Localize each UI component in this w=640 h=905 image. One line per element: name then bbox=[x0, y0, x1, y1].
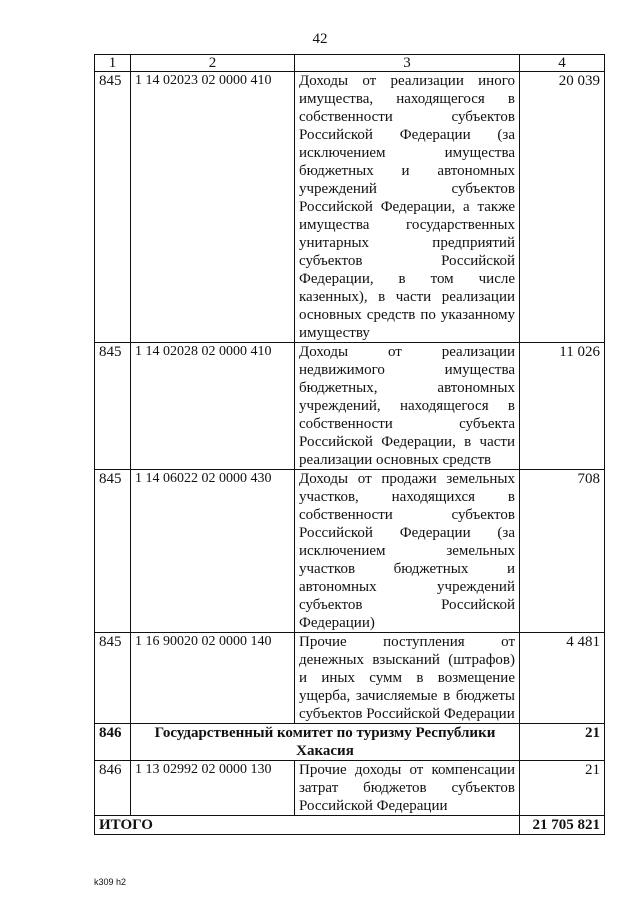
section-amount: 21 bbox=[520, 724, 605, 761]
total-label: ИТОГО bbox=[95, 816, 520, 835]
section-title: Государственный комитет по туризму Республики Хакасия bbox=[131, 724, 520, 761]
amount: 708 bbox=[520, 470, 605, 633]
section-row bbox=[95, 724, 605, 761]
admin-code: 845 bbox=[95, 633, 131, 724]
table-row bbox=[95, 633, 605, 724]
budget-code: 1 16 90020 02 0000 140 bbox=[131, 633, 295, 724]
document-code: k309 h2 bbox=[94, 877, 127, 887]
table-row bbox=[95, 470, 605, 633]
section-admin-code: 846 bbox=[95, 724, 131, 761]
amount: 21 bbox=[520, 761, 605, 816]
total-amount: 21 705 821 bbox=[520, 816, 605, 835]
admin-code: 845 bbox=[95, 72, 131, 343]
admin-code: 845 bbox=[95, 470, 131, 633]
column-header-4: 4 bbox=[520, 55, 605, 72]
admin-code: 845 bbox=[95, 343, 131, 470]
revenue-description: Доходы от реализации недвижимого имущества бюджетных, автономных учреждений, находящегося в собственности субъекта Российской Федерации, в части реализации основных средств bbox=[295, 343, 520, 470]
budget-code: 1 14 06022 02 0000 430 bbox=[131, 470, 295, 633]
column-header-3: 3 bbox=[295, 55, 520, 72]
amount: 4 481 bbox=[520, 633, 605, 724]
revenue-description: Прочие доходы от компенсации затрат бюджетов субъектов Российской Федерации bbox=[295, 761, 520, 816]
table-row bbox=[95, 761, 605, 816]
budget-code: 1 13 02992 02 0000 130 bbox=[131, 761, 295, 816]
revenue-description: Доходы от продажи земельных участков, находящихся в собственности субъектов Российской Федерации (за исключением земельных участков бюджетных и автономных учреждений субъектов Российской Федерации) bbox=[295, 470, 520, 633]
table-row bbox=[95, 72, 605, 343]
table-header-row bbox=[95, 55, 605, 72]
page-number: 42 bbox=[312, 31, 328, 47]
table-row bbox=[95, 343, 605, 470]
column-header-2: 2 bbox=[131, 55, 295, 72]
total-row bbox=[95, 816, 605, 835]
revenue-description: Доходы от реализации иного имущества, находящегося в собственности субъектов Российской Федерации (за исключением имущества бюджетных и автономных учреждений субъектов Российской Федерации, а также имущества государственных унитарных предприятий субъектов Российской Федерации, в том числе казенных), в части реализации основных средств по указанному имуществу bbox=[295, 72, 520, 343]
amount: 20 039 bbox=[520, 72, 605, 343]
column-header-1: 1 bbox=[95, 55, 131, 72]
admin-code: 846 bbox=[95, 761, 131, 816]
budget-code: 1 14 02028 02 0000 410 bbox=[131, 343, 295, 470]
budget-code: 1 14 02023 02 0000 410 bbox=[131, 72, 295, 343]
revenue-table bbox=[94, 54, 605, 835]
amount: 11 026 bbox=[520, 343, 605, 470]
revenue-description: Прочие поступления от денежных взысканий (штрафов) и иных сумм в возмещение ущерба, зачисляемые в бюджеты субъектов Российской Федерации bbox=[295, 633, 520, 724]
